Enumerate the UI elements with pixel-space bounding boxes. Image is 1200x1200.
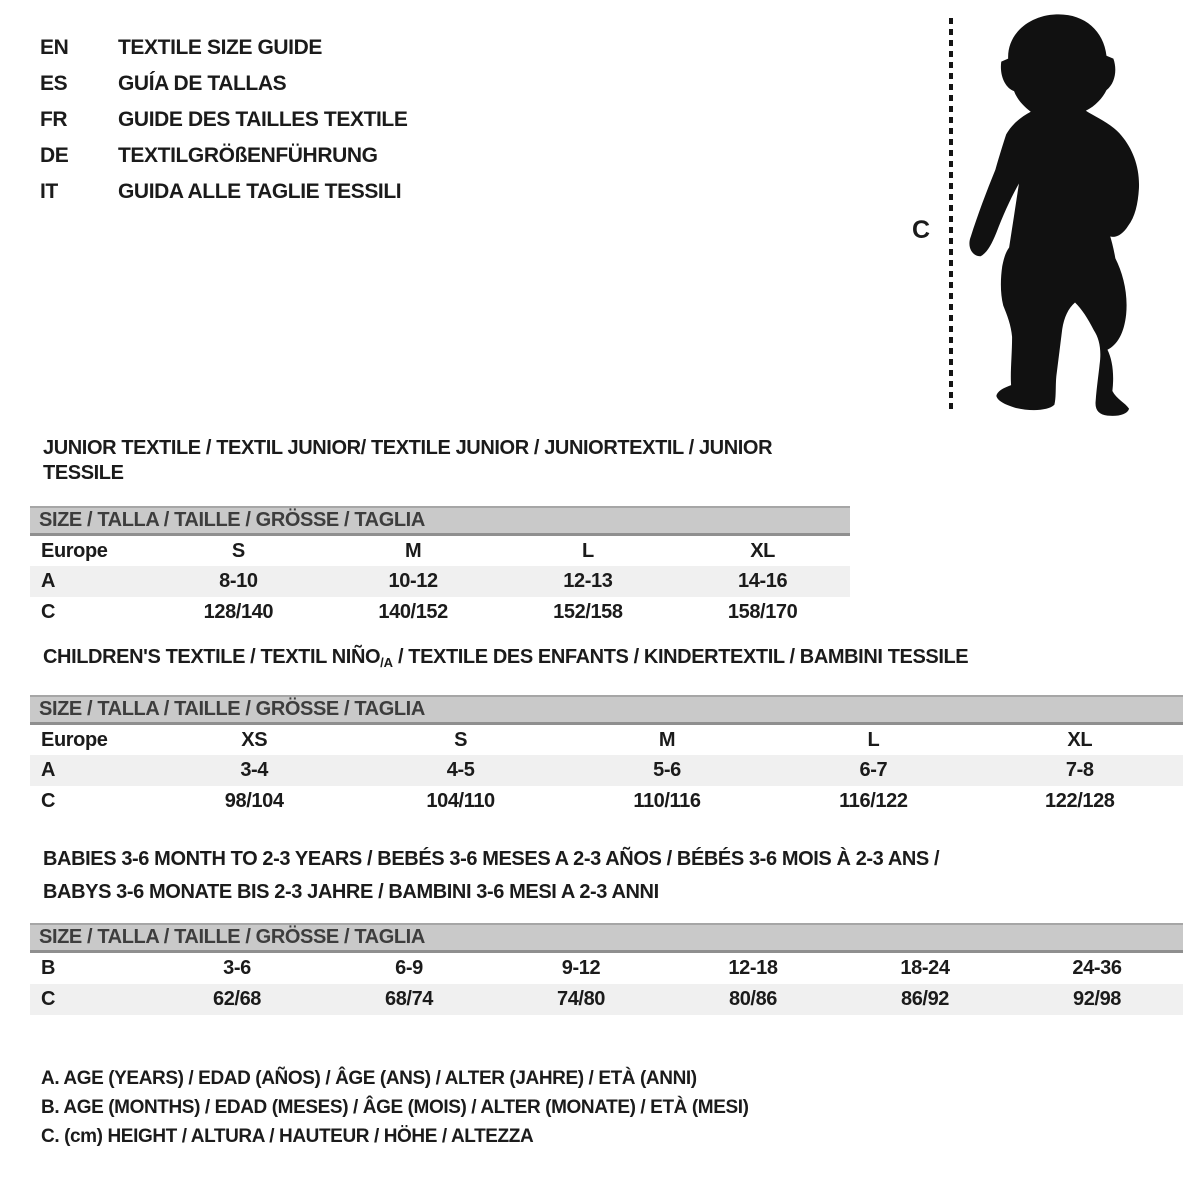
size-cell: 10-12: [388, 570, 438, 592]
size-cell: 24-36: [1072, 957, 1122, 979]
lang-row-es: [40, 66, 407, 102]
size-cell: 5-6: [653, 759, 681, 781]
lang-row-it: [40, 174, 407, 210]
size-cell: 110/116: [633, 790, 701, 812]
table-row: [30, 566, 850, 597]
header-cell: M: [404, 539, 422, 562]
size-cell: 9-12: [561, 957, 601, 979]
lang-label: TEXTILGRÖßENFÜHRUNG: [118, 144, 378, 167]
header-cell: S: [231, 539, 245, 562]
lang-row-en: [40, 30, 407, 66]
height-measure-dashed-line: [949, 18, 953, 414]
size-cell: 86/92: [900, 988, 950, 1010]
size-cell: 3-4: [240, 759, 269, 781]
title-part: / TEXTILE DES ENFANTS / KINDERTEXTIL / BAMBINI TESSILE: [392, 646, 969, 668]
junior-size-table: [30, 536, 850, 628]
table-row: [30, 984, 1183, 1015]
size-header-bar: SIZE / TALLA / TAILLE / GRÖSSE / TAGLIA: [30, 506, 850, 536]
header-cell: M: [658, 728, 676, 751]
section-childrens-textile: [30, 645, 1183, 817]
size-cell: 3-6: [223, 957, 251, 979]
table-row: [30, 597, 850, 628]
row-label: B: [41, 957, 56, 979]
table-header-row: [30, 536, 850, 566]
table-row: [30, 786, 1183, 817]
size-cell: 7-8: [1065, 759, 1094, 781]
babies-size-table: [30, 953, 1183, 1015]
header-cell: L: [581, 539, 594, 562]
header-cell: S: [454, 728, 468, 751]
size-cell: 98/104: [224, 790, 284, 812]
lang-label: TEXTILE SIZE GUIDE: [118, 36, 322, 59]
row-label: C: [41, 601, 56, 623]
header-cell: L: [867, 728, 880, 751]
size-cell: 8-10: [219, 570, 258, 592]
section-junior-textile: [30, 436, 850, 628]
header-cell: Europe: [41, 539, 108, 562]
size-cell: 152/158: [553, 601, 623, 623]
size-cell: 158/170: [727, 601, 798, 623]
lang-label: GUIDA ALLE TAGLIE TESSILI: [118, 180, 402, 203]
table-row: [30, 953, 1183, 984]
title-part: CHILDREN'S TEXTILE / TEXTIL NIÑO: [43, 646, 381, 668]
section-title: [43, 645, 1183, 675]
header-cell: Europe: [41, 728, 108, 751]
lang-code: EN: [40, 36, 69, 59]
lang-code: IT: [40, 180, 58, 203]
legend-line-b: B. AGE (MONTHS) / EDAD (MESES) / ÂGE (MOIS) / ALTER (MONATE) / ETÀ (MESI): [41, 1097, 749, 1118]
baby-silhouette: [958, 8, 1194, 422]
size-cell: 140/152: [378, 601, 448, 623]
lang-code: ES: [40, 72, 68, 95]
size-cell: 104/110: [426, 790, 495, 812]
table-row: [30, 755, 1183, 786]
header-cell: XL: [1067, 728, 1093, 751]
row-label: C: [41, 790, 56, 812]
size-cell: 12-13: [563, 570, 613, 592]
header-cell: XL: [750, 539, 775, 562]
size-cell: 12-18: [728, 957, 778, 979]
section-title: [43, 843, 1183, 909]
lang-code: FR: [40, 108, 68, 131]
row-label: A: [41, 759, 56, 781]
language-title-block: [40, 30, 407, 210]
size-header-bar: SIZE / TALLA / TAILLE / GRÖSSE / TAGLIA: [30, 695, 1183, 725]
size-cell: 18-24: [900, 957, 950, 979]
size-cell: 80/86: [728, 988, 778, 1010]
lang-row-fr: [40, 102, 407, 138]
header-cell: XS: [241, 728, 268, 751]
size-cell: 116/122: [839, 790, 908, 812]
size-header-bar: SIZE / TALLA / TAILLE / GRÖSSE / TAGLIA: [30, 923, 1183, 953]
lang-label: GUIDE DES TAILLES TEXTILE: [118, 108, 408, 131]
lang-label: GUÍA DE TALLAS: [118, 72, 287, 95]
size-cell: 62/68: [212, 988, 262, 1010]
title-line: BABYS 3-6 MONATE BIS 2-3 JAHRE / BAMBINI 3-6 MESI A 2-3 ANNI: [43, 881, 659, 903]
size-cell: 14-16: [738, 570, 788, 592]
lang-row-de: [40, 138, 407, 174]
size-cell: 4-5: [446, 759, 475, 781]
legend-line-a: A. AGE (YEARS) / EDAD (AÑOS) / ÂGE (ANS) / ALTER (JAHRE) / ETÀ (ANNI): [41, 1068, 697, 1089]
size-cell: 128/140: [203, 601, 274, 623]
size-cell: 74/80: [556, 988, 606, 1010]
height-measure-label: C: [912, 216, 930, 244]
size-cell: 92/98: [1072, 988, 1122, 1010]
size-cell: 6-9: [395, 957, 423, 979]
section-title: JUNIOR TEXTILE / TEXTIL JUNIOR/ TEXTILE JUNIOR / JUNIORTEXTIL / JUNIOR TESSILE: [43, 437, 773, 484]
legend-line-c: C. (cm) HEIGHT / ALTURA / HAUTEUR / HÖHE / ALTEZZA: [41, 1126, 534, 1147]
title-line: BABIES 3-6 MONTH TO 2-3 YEARS / BEBÉS 3-6 MESES A 2-3 AÑOS / BÉBÉS 3-6 MOIS À 2-3 ANS /: [43, 848, 940, 870]
row-label: C: [41, 988, 56, 1010]
size-cell: 68/74: [384, 988, 434, 1010]
title-subscript: /A: [380, 655, 393, 670]
measure-legend: [41, 1064, 749, 1151]
size-cell: 6-7: [859, 759, 888, 781]
table-header-row: [30, 725, 1183, 755]
section-babies-textile: [30, 843, 1183, 1015]
childrens-size-table: [30, 725, 1183, 817]
lang-code: DE: [40, 144, 69, 167]
row-label: A: [41, 570, 56, 592]
size-cell: 122/128: [1045, 790, 1115, 812]
